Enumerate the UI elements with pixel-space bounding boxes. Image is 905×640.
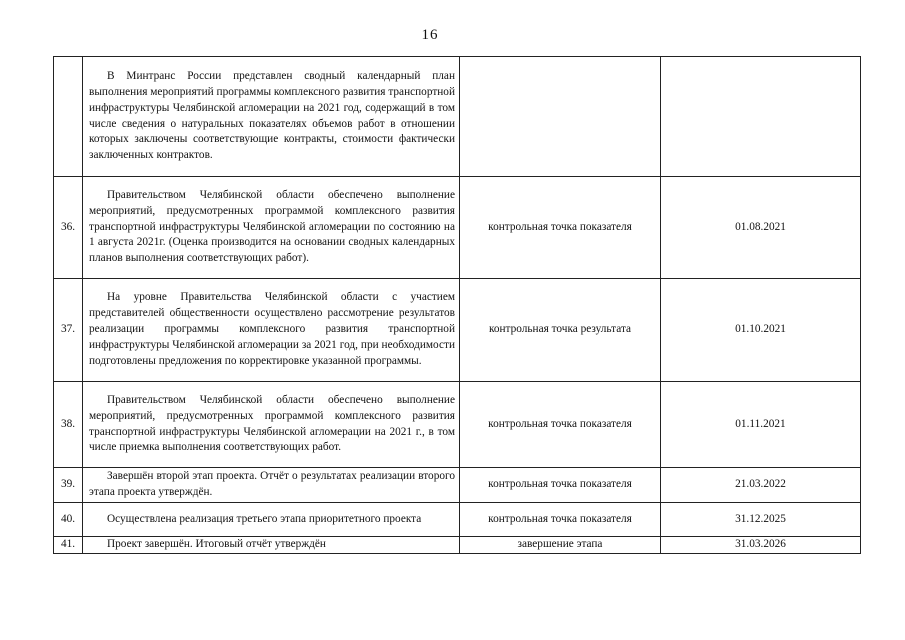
row-date: 21.03.2022 [661,468,861,503]
table-row [54,468,861,503]
row-type: контрольная точка показателя [460,503,661,537]
page-number: 16 [421,27,439,43]
table-row [54,382,861,468]
row-description: Осуществлена реализация третьего этапа приоритетного проекта [83,503,460,537]
row-date: 31.03.2026 [661,537,861,554]
row-type [460,57,661,177]
table-row [54,177,861,279]
row-type: контрольная точка результата [460,279,661,382]
row-type: контрольная точка показателя [460,468,661,503]
row-number: 37. [54,279,83,382]
row-description: В Минтранс России представлен сводный календарный план выполнения мероприятий программы комплексного развития транспортной инфраструктуры Челябинской агломерации на 2021 год, содержащий в том числе сведения о натуральных показателях объемов работ в отношении которых заключены соответствующие контракты, стоимости фактически заключенных контрактов. [83,57,460,177]
row-date: 01.11.2021 [661,382,861,468]
table-row [54,503,861,537]
row-type: завершение этапа [460,537,661,554]
row-description: Завершён второй этап проекта. Отчёт о результатах реализации второго этапа проекта утверждён. [83,468,460,503]
row-date: 01.08.2021 [661,177,861,279]
row-number: 40. [54,503,83,537]
row-description: Правительством Челябинской области обеспечено выполнение мероприятий, предусмотренных программой комплексного развития транспортной инфраструктуры Челябинской агломерации по состоянию на 1 августа 2021г. (Оценка производится на основании сводных календарных планов выполнения соответствующих работ). [83,177,460,279]
row-description: Правительством Челябинской области обеспечено выполнение мероприятий, предусмотренных программой комплексного развития транспортной инфраструктуры Челябинской агломерации на 2021 г., в том числе приемка выполнения соответствующих работ. [83,382,460,468]
row-number: 38. [54,382,83,468]
row-number: 36. [54,177,83,279]
row-number: 39. [54,468,83,503]
row-date [661,57,861,177]
table-row [54,57,861,177]
table-row [54,537,861,554]
row-number: 41. [54,537,83,554]
row-description: Проект завершён. Итоговый отчёт утверждён [83,537,460,554]
table-row [54,279,861,382]
row-type: контрольная точка показателя [460,382,661,468]
row-date: 01.10.2021 [661,279,861,382]
row-date: 31.12.2025 [661,503,861,537]
row-type: контрольная точка показателя [460,177,661,279]
row-description: На уровне Правительства Челябинской области с участием представителей общественности осуществлено рассмотрение результатов реализации программы комплексного развития транспортной инфраструктуры Челябинской агломерации за 2021 год, при необходимости подготовлены предложения по корректировке указанной программы. [83,279,460,382]
row-number [54,57,83,177]
milestones-table [53,56,861,554]
